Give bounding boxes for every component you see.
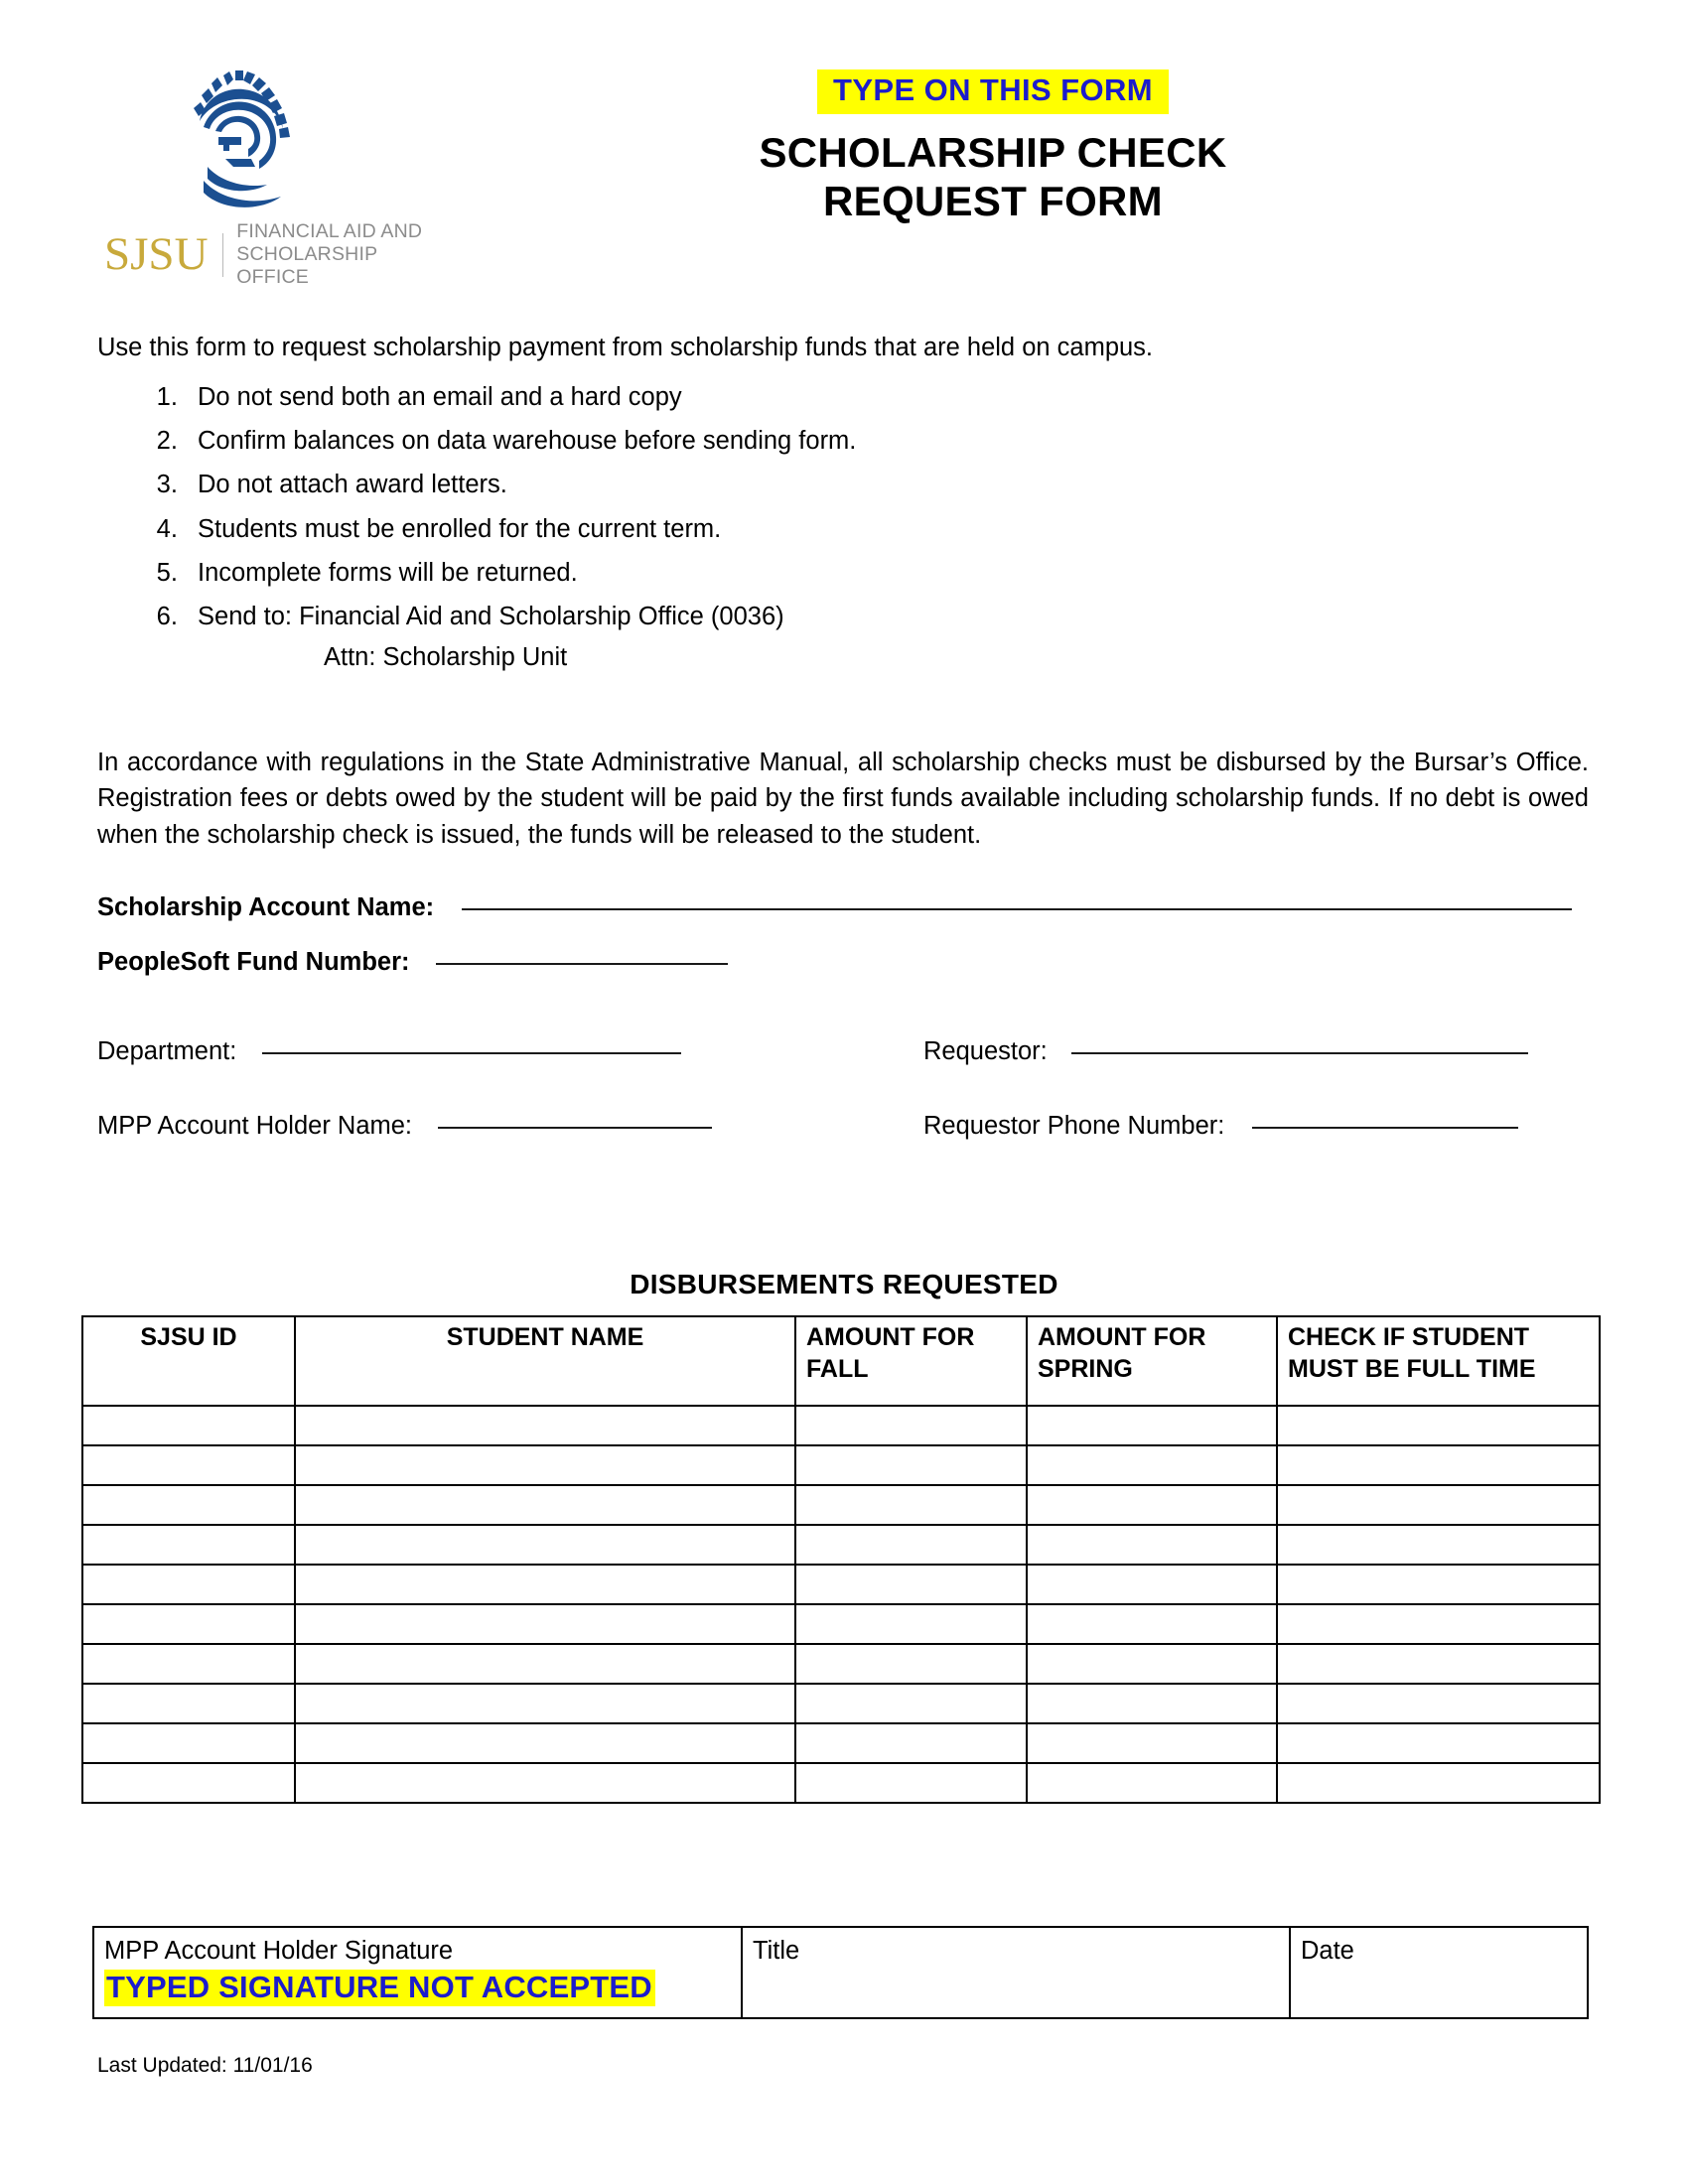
typed-signature-warning: TYPED SIGNATURE NOT ACCEPTED [104, 1970, 655, 2007]
column-header-amount-for-fall: AMOUNT FOR FALL [795, 1316, 1027, 1406]
table-row [82, 1644, 1600, 1684]
requestor-phone-number-input[interactable] [1252, 1127, 1518, 1129]
cell-amount-fall[interactable] [795, 1565, 1027, 1604]
page-title-line1: SCHOLARSHIP CHECK [759, 128, 1227, 176]
cell-sjsu-id[interactable] [82, 1684, 295, 1723]
cell-student-name[interactable] [295, 1485, 795, 1525]
table-row [82, 1565, 1600, 1604]
cell-sjsu-id[interactable] [82, 1485, 295, 1525]
department-input[interactable] [262, 1052, 681, 1054]
table-row [82, 1525, 1600, 1565]
cell-student-name[interactable] [295, 1565, 795, 1604]
column-header-amount-for-spring: AMOUNT FOR SPRING [1027, 1316, 1277, 1406]
cell-sjsu-id[interactable] [82, 1644, 295, 1684]
table-row [82, 1763, 1600, 1803]
cell-sjsu-id[interactable] [82, 1565, 295, 1604]
cell-sjsu-id[interactable] [82, 1525, 295, 1565]
column-header-check-if-full-time: CHECK IF STUDENT MUST BE FULL TIME [1277, 1316, 1600, 1406]
requestor-input[interactable] [1071, 1052, 1528, 1054]
cell-full-time[interactable] [1277, 1525, 1600, 1565]
page-title-line2: REQUEST FORM [823, 178, 1163, 225]
field-department [97, 1037, 681, 1066]
table-row [82, 1406, 1600, 1445]
mpp-account-holder-name-input[interactable] [438, 1127, 712, 1129]
cell-student-name[interactable] [295, 1445, 795, 1485]
rules-list [97, 381, 1597, 633]
cell-amount-spring[interactable] [1027, 1763, 1277, 1803]
disbursements-caption: DISBURSEMENTS REQUESTED [630, 1269, 1058, 1299]
cell-student-name[interactable] [295, 1525, 795, 1565]
title-label: Title [753, 1937, 800, 1965]
logo-office-line1: FINANCIAL AID AND [236, 220, 423, 242]
column-header-sjsu-id: SJSU ID [82, 1316, 295, 1406]
list-item: 1. Do not send both an email and a hard copy [185, 381, 1597, 414]
cell-full-time[interactable] [1277, 1604, 1600, 1644]
field-scholarship-account-name [97, 893, 1572, 922]
cell-full-time[interactable] [1277, 1763, 1600, 1803]
logo-office-name [236, 220, 432, 289]
signature-cell-date[interactable] [1290, 1927, 1588, 2018]
sjsu-wordmark-text: SJSU [104, 228, 209, 280]
cell-amount-spring[interactable] [1027, 1644, 1277, 1684]
signature-cell-mpp[interactable] [93, 1927, 742, 2018]
cell-sjsu-id[interactable] [82, 1406, 295, 1445]
cell-student-name[interactable] [295, 1406, 795, 1445]
page-title [556, 128, 1430, 226]
field-label: Requestor Phone Number: [923, 1112, 1225, 1140]
cell-amount-spring[interactable] [1027, 1604, 1277, 1644]
regulations-paragraph: In accordance with regulations in the State Administrative Manual, all scholarship checks must be disbursed by the Bursar’s Office. Registration fees or debts owed by the student will be paid by the first funds available including scholarship funds. If no debt is owed when the scholarship check is issued, the funds will be released to the student. [97, 749, 1589, 849]
peoplesoft-fund-number-input[interactable] [436, 963, 728, 965]
scholarship-account-name-input[interactable] [462, 908, 1572, 910]
signature-cell-title[interactable] [742, 1927, 1290, 2018]
list-item: 3. Do not attach award letters. [185, 469, 1597, 501]
field-label: MPP Account Holder Name: [97, 1112, 413, 1140]
field-label: Scholarship Account Name: [97, 893, 435, 921]
cell-full-time[interactable] [1277, 1684, 1600, 1723]
type-on-this-form-banner: TYPE ON THIS FORM [817, 69, 1169, 114]
cell-amount-spring[interactable] [1027, 1406, 1277, 1445]
cell-sjsu-id[interactable] [82, 1445, 295, 1485]
table-row [82, 1485, 1600, 1525]
logo-office-line2: SCHOLARSHIP OFFICE [236, 243, 377, 288]
disbursements-table-body [82, 1406, 1600, 1803]
cell-student-name[interactable] [295, 1763, 795, 1803]
logo-divider [222, 233, 224, 277]
table-row [82, 1723, 1600, 1763]
cell-full-time[interactable] [1277, 1565, 1600, 1604]
signature-row [93, 1927, 1588, 2018]
cell-student-name[interactable] [295, 1644, 795, 1684]
table-row [82, 1684, 1600, 1723]
sjsu-wordmark [104, 220, 432, 289]
cell-amount-fall[interactable] [795, 1644, 1027, 1684]
cell-sjsu-id[interactable] [82, 1723, 295, 1763]
attn-line: Attn: Scholarship Unit [324, 643, 568, 672]
signature-table [92, 1926, 1589, 2019]
cell-student-name[interactable] [295, 1604, 795, 1644]
cell-amount-fall[interactable] [795, 1525, 1027, 1565]
cell-sjsu-id[interactable] [82, 1763, 295, 1803]
table-row [82, 1604, 1600, 1644]
cell-student-name[interactable] [295, 1723, 795, 1763]
column-header-student-name: STUDENT NAME [295, 1316, 795, 1406]
field-mpp-account-holder-name [97, 1112, 712, 1141]
table-row [82, 1445, 1600, 1485]
list-item: 5. Incomplete forms will be returned. [185, 557, 1597, 590]
list-item: 2. Confirm balances on data warehouse before sending form. [185, 425, 1597, 458]
table-header-row [82, 1316, 1600, 1406]
cell-full-time[interactable] [1277, 1723, 1600, 1763]
cell-full-time[interactable] [1277, 1445, 1600, 1485]
form-header [0, 69, 1688, 298]
cell-student-name[interactable] [295, 1684, 795, 1723]
cell-amount-spring[interactable] [1027, 1445, 1277, 1485]
last-updated-text: Last Updated: 11/01/16 [97, 2054, 313, 2077]
cell-full-time[interactable] [1277, 1485, 1600, 1525]
list-item: 4. Students must be enrolled for the current term. [185, 513, 1597, 546]
cell-amount-fall[interactable] [795, 1604, 1027, 1644]
sjsu-spartan-helmet-logo [164, 69, 303, 218]
cell-amount-fall[interactable] [795, 1763, 1027, 1803]
field-label: Department: [97, 1037, 237, 1065]
cell-amount-fall[interactable] [795, 1485, 1027, 1525]
mpp-signature-label: MPP Account Holder Signature [104, 1937, 454, 1965]
field-requestor [923, 1037, 1528, 1066]
cell-sjsu-id[interactable] [82, 1604, 295, 1644]
cell-full-time[interactable] [1277, 1644, 1600, 1684]
cell-full-time[interactable] [1277, 1406, 1600, 1445]
cell-amount-fall[interactable] [795, 1406, 1027, 1445]
field-label: Requestor: [923, 1037, 1048, 1065]
field-peoplesoft-fund-number [97, 948, 728, 977]
field-requestor-phone-number [923, 1112, 1518, 1141]
cell-amount-fall[interactable] [795, 1684, 1027, 1723]
sjsu-logo-block [104, 69, 432, 288]
instructions-block [97, 330, 1597, 675]
cell-amount-fall[interactable] [795, 1445, 1027, 1485]
disbursements-table [81, 1315, 1601, 1804]
intro-text: Use this form to request scholarship payment from scholarship funds that are held on campus. [97, 334, 1154, 361]
date-label: Date [1301, 1937, 1354, 1965]
cell-amount-spring[interactable] [1027, 1525, 1277, 1565]
list-item: 6. Send to: Financial Aid and Scholarship Office (0036) [185, 601, 1597, 633]
title-block [556, 69, 1430, 226]
cell-amount-spring[interactable] [1027, 1723, 1277, 1763]
cell-amount-fall[interactable] [795, 1723, 1027, 1763]
cell-amount-spring[interactable] [1027, 1684, 1277, 1723]
cell-amount-spring[interactable] [1027, 1565, 1277, 1604]
field-label: PeopleSoft Fund Number: [97, 948, 410, 976]
cell-amount-spring[interactable] [1027, 1485, 1277, 1525]
